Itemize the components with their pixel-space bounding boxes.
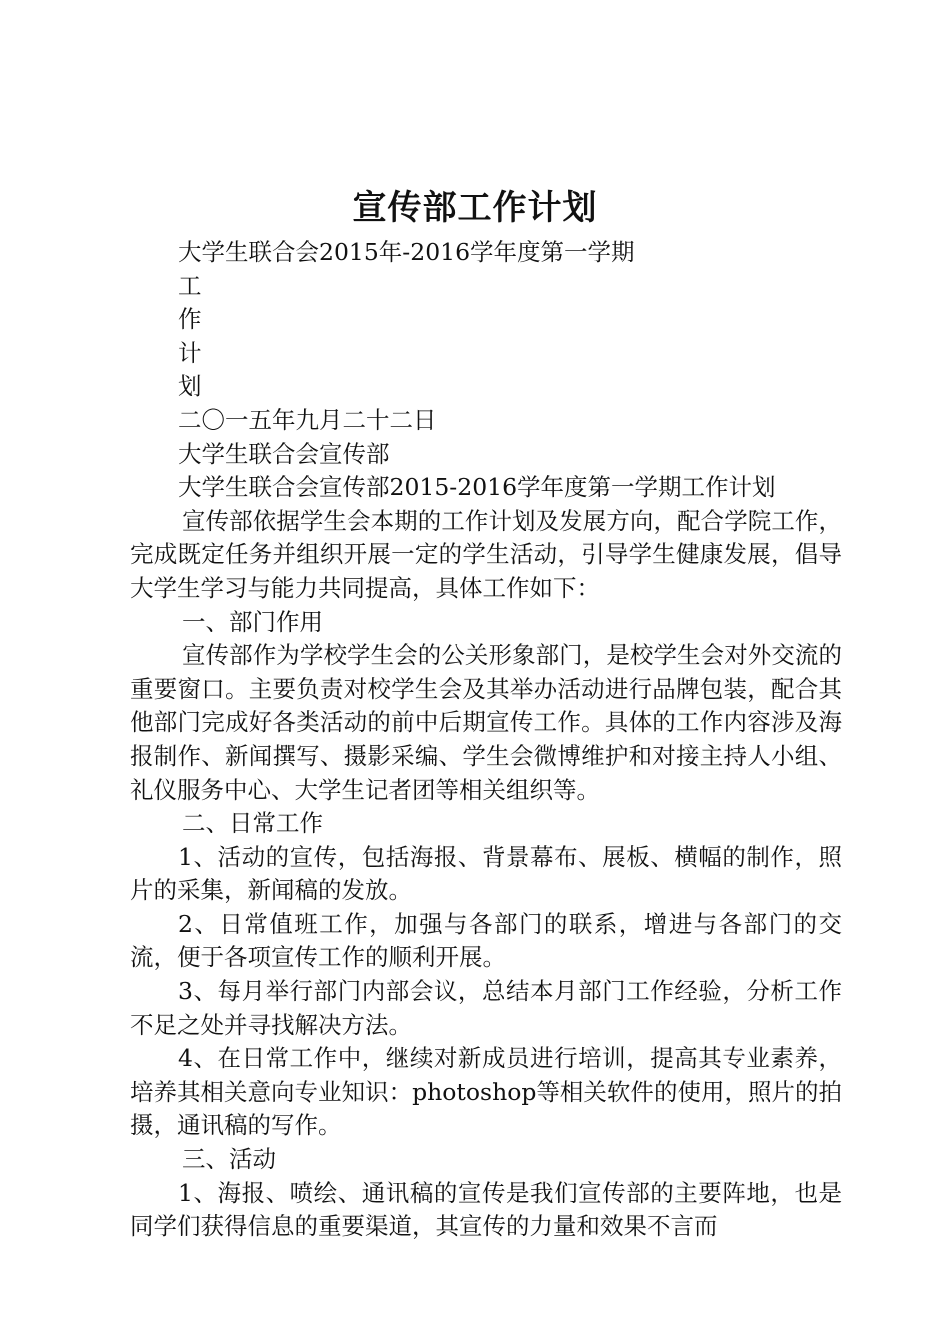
document-body: [130, 236, 842, 1244]
cover-line-department: 大学生联合会宣传部: [178, 439, 390, 468]
section-heading-activities: 三、活动: [182, 1145, 276, 1174]
cover-line-date: 二〇一五年九月二十二日: [178, 405, 437, 434]
cover-line-subtitle: 大学生联合会宣传部2015-2016学年度第一学期工作计划: [178, 473, 776, 502]
daily-item-3: 3、每月举行部门内部会议，总结本月部门工作经验，分析工作不足之处并寻找解决方法。: [130, 977, 842, 1039]
section-heading-daily: 二、日常工作: [182, 809, 323, 838]
cover-line-org-term: 大学生联合会2015年-2016学年度第一学期: [178, 238, 635, 266]
cover-line-char-3: 计: [178, 338, 202, 367]
daily-item-4: 4、在日常工作中，继续对新成员进行培训，提高其专业素养，培养其相关意向专业知识：photoshop等相关软件的使用，照片的拍摄，通讯稿的写作。: [130, 1044, 842, 1140]
daily-item-2: 2、日常值班工作，加强与各部门的联系，增进与各部门的交流，便于各项宣传工作的顺利开展。: [130, 909, 842, 972]
cover-line-char-1: 工: [178, 271, 202, 300]
intro-paragraph: 宣传部依据学生会本期的工作计划及发展方向，配合学院工作，完成既定任务并组织开展一定的学生活动，引导学生健康发展，倡导大学生学习与能力共同提高，具体工作如下：: [130, 506, 842, 602]
section-role-paragraph: 宣传部作为学校学生会的公关形象部门，是校学生会对外交流的重要窗口。主要负责对校学生会及其举办活动进行品牌包装，配合其他部门完成好各类活动的前中后期宣传工作。具体的工作内容涉及海报制作、新闻撰写、摄影采编、学生会微博维护和对接主持人小组、礼仪服务中心、大学生记者团等相关组织等。: [130, 641, 842, 804]
section-heading-role: 一、部门作用: [182, 607, 323, 636]
daily-item-1: 1、活动的宣传，包括海报、背景幕布、展板、横幅的制作，照片的采集，新闻稿的发放。: [130, 842, 842, 905]
document-title: 宣传部工作计划: [352, 188, 598, 228]
cover-line-char-2: 作: [178, 305, 202, 334]
cover-line-char-4: 划: [178, 372, 202, 401]
activity-item-1: 1、海报、喷绘、通讯稿的宣传是我们宣传部的主要阵地，也是同学们获得信息的重要渠道，其宣传的力量和效果不言而: [130, 1178, 842, 1241]
